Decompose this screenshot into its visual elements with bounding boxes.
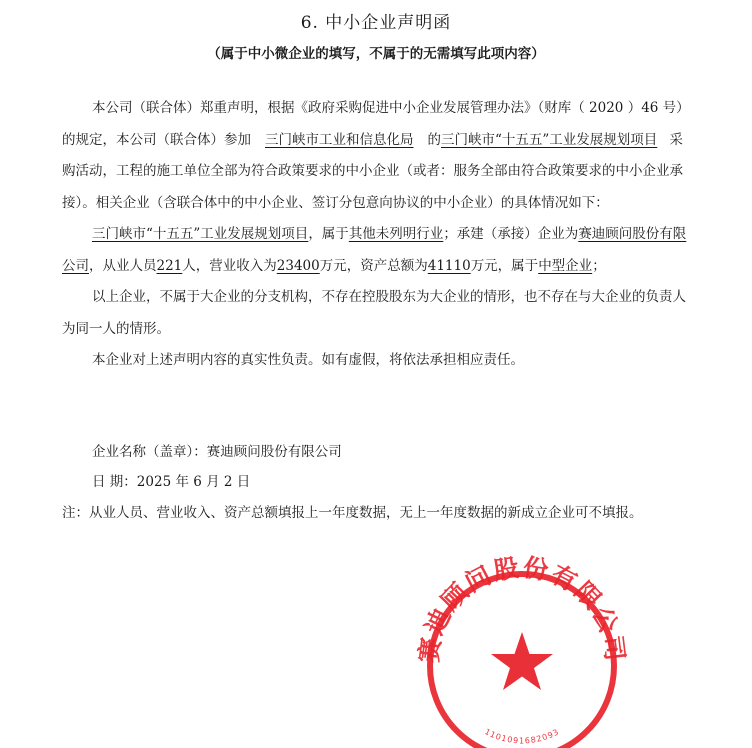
- revenue-field: 23400: [276, 257, 320, 274]
- company-field: 赛迪顾问股份有限公司: [62, 226, 687, 274]
- svg-text:1101091682093: [483, 727, 561, 745]
- footnote: 注：从业人员、营业收入、资产总额填报上一年度数据，无上一年度数据的新成立企业可不填报。: [62, 505, 643, 521]
- project-name-2: 三门峡市“十五五”工业发展规划项目: [92, 226, 309, 242]
- para2-text-7: ；: [592, 257, 606, 274]
- declaration-paragraph-2: [62, 219, 690, 282]
- company-signature-name: 赛迪顾问股份有限公司: [206, 444, 342, 460]
- para1-text-1: 本公司（联合体）郑重声明，根据《政府采购促进中小企业发展管理办法》（财库（ 2020 ）46 号）的规定，本公司（联合体）参加: [62, 100, 690, 148]
- seal-text: 赛迪顾问股份有限公司: [414, 552, 630, 665]
- seal-star-icon: [491, 632, 553, 690]
- date-line: [92, 470, 250, 490]
- company-label: 企业名称（盖章）：: [92, 444, 207, 460]
- company-seal-stamp: [414, 552, 630, 748]
- para1-text-2: 的: [427, 131, 441, 148]
- seal-number: 1101091682093: [483, 727, 561, 746]
- assets-field: 41110: [427, 257, 471, 274]
- purchaser-name: 三门峡市工业和信息化局: [265, 131, 414, 148]
- para2-text-6: 万元，属于: [470, 257, 539, 274]
- declaration-paragraph-3: 以上企业，不属于大企业的分支机构，不存在控股股东为大企业的情形，也不存在与大企业的负责人为同一人的情形。: [62, 289, 686, 337]
- employees-field: 221: [156, 257, 183, 274]
- para2-text-4: 人，营业收入为: [182, 257, 277, 274]
- declaration-paragraph-4: 本企业对上述声明内容的真实性负责。如有虚假，将依法承担相应责任。: [92, 352, 524, 368]
- date-value: 2025 年 6 月 2 日: [136, 474, 251, 490]
- company-signature-line: [92, 440, 342, 460]
- enterprise-size-field: 中型企业: [538, 257, 593, 274]
- declaration-body: [62, 93, 690, 377]
- industry-field: 其他未列明行业: [348, 226, 444, 242]
- declaration-paragraph-1: [62, 93, 690, 219]
- para2-text-3: ，从业人员: [89, 257, 157, 274]
- para2-text-2: ；承建（承接）企业为: [443, 226, 579, 242]
- project-name: 三门峡市“十五五”工业发展规划项目: [441, 131, 658, 148]
- document-subtitle: （属于中小微企业的填写，不属于的无需填写此项内容）: [207, 46, 545, 62]
- para1-text-3: 采购活动，工程的施工单位全部为符合政策要求的中小企业（或者：服务全部由符合政策要求的中小企业承接）。相关企业（含联合体中的中小企业、签订分包意向协议的中小企业）的具体情况如下：: [62, 131, 683, 211]
- para2-text-5: 万元，资产总额为: [319, 257, 428, 274]
- para2-text-1: ，属于: [308, 226, 349, 242]
- date-label: 日 期：: [92, 474, 137, 490]
- document-title: 6. 中小企业声明函: [300, 13, 452, 33]
